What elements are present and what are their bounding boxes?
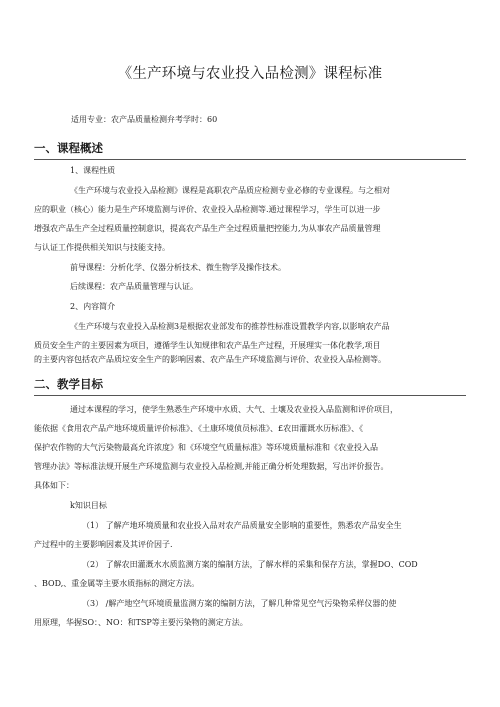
subheading-content-summary: 2、内容简介 xyxy=(70,302,116,311)
paragraph-line: 通过本课程的学习，使学生熟悉生产环境中水质、大气、土壤及农业投入品监测和评价项目， xyxy=(70,405,398,414)
document-title: 《生产环境与农业投入品检测》课程标准 xyxy=(117,66,383,82)
objective-item-2-line-1: （2） 了解农田灌溉水水质监测方案的编制方法，了解水样的采集和保存方法，掌握DO、COD xyxy=(82,560,418,569)
course-meta: 适用专业：农产品质量检测弁考学时：60 xyxy=(71,115,218,124)
section-heading-overview: 一、课程概述 xyxy=(34,140,466,160)
paragraph-line: 应的职业（核心）能力是生产环境监测与评价、农业投入品检测等.通过课程学习，学生可以进一步 xyxy=(34,205,381,214)
paragraph-line: 《生产环境与农业投入品检测3是根据农业部发布的推荐性标准设置教学内容,以影响农产品 xyxy=(70,322,390,331)
objective-item-3-line-2: 用原理，华握SO：、NO：和TSP等主要污染物的测定方法。 xyxy=(34,618,248,627)
paragraph-line: 保护农作物的大气污染物最高允许浓度》和《环境空气质量标准》等环境质量标准和《农业投入品 xyxy=(34,443,378,452)
objective-item-1-line-2: 产过程中的主要影响因素及其评价因子. xyxy=(34,540,173,549)
subheading-course-nature: 1、课程性质 xyxy=(70,166,116,175)
follow-up-courses: 后续课程：农产品质量管理与认证。 xyxy=(70,282,198,291)
paragraph-line: 管理办法》等标准法规开展生产环境监测与农业投入品检测,并能正确分析处理数据，写出评价报告。 xyxy=(34,462,389,471)
paragraph-line: 具体如下： xyxy=(34,481,74,490)
paragraph-line: 与认证工作提供相关知识与技能支持。 xyxy=(34,243,170,252)
paragraph-line: 增强农产品生产全过程质量控制意识，提高农产品生产全过程质量把控能力,为从事农产品质量管理 xyxy=(34,224,381,233)
objective-item-1-line-1: （1） 了解产地环境质量和农业投入品对农产品质量安全影响的重要性，熟悉农产品安全生 xyxy=(82,521,402,530)
subheading-knowledge-objectives: k知识目标 xyxy=(70,501,107,510)
objective-item-3-line-1: （3） /解产地空气环境质量监测方案的编制方法，了解几种常见空气污染物采样仪器的使 xyxy=(82,599,397,608)
paragraph-line: 能依据《食用农产品产地环境质量评价标准》、《土康环境侦员标准》、£农田灌溉水历标准》、《 xyxy=(34,424,364,433)
paragraph-line: 的主要内容包括农产品质垃安全生产的影响因素、农产品生产环境监测与评价、农业投入品检测等。 xyxy=(34,355,386,364)
paragraph-line: 《生产环境与农业投入品检测》课程是高职农产品质应检测专业必修的专业课程。与之相对 xyxy=(70,186,390,195)
paragraph-line: 质员安全生产的主要因素为项目，遵循学生认知规律和农产品生产过程，开展理实一体化教学,项目 xyxy=(34,341,381,350)
prerequisite-courses: 前导课程：分析化学、仪器分析技术、微生物学及操作技术。 xyxy=(70,263,286,272)
section-heading-objectives: 二、教学目标 xyxy=(34,376,466,396)
objective-item-2-line-2: 、BOD,、重金属等主要水质指标的测定方法。 xyxy=(34,579,200,588)
